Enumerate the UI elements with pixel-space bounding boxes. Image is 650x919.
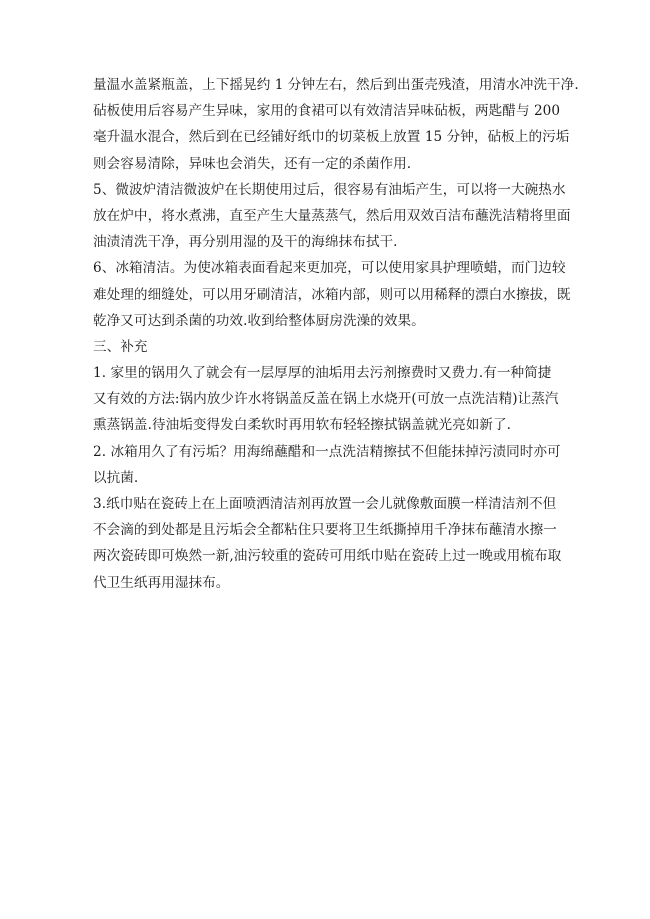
text-line: 3.纸巾贴在瓷砖上在上面喷洒清洁剂再放置一会儿就像敷面膜一样清洁剂不但 <box>93 496 557 512</box>
text-line: 则会容易清除，异味也会消失，还有一定的杀菌作用. <box>93 155 412 172</box>
text-line: 以抗菌. <box>93 469 139 486</box>
section-heading: 三、补充 <box>93 338 148 355</box>
text-line: 熏蒸锅盖.待油垢变得发白柔软时再用软布轻轻擦拭锅盖就光亮如新了. <box>93 417 512 434</box>
text-line: 又有效的方法:锅内放少许水将锅盖反盖在锅上水烧开(可放一点洗洁精)让蒸汽 <box>93 391 559 408</box>
text-line: 乾净又可达到杀菌的功效.收到给整体厨房洗澡的效果。 <box>93 312 425 329</box>
document-body <box>93 72 579 596</box>
text-line: 1. 家里的锅用久了就会有一层厚厚的油垢用去污剂擦费时又费力.有一种简捷 <box>93 365 552 382</box>
text-line: 放在炉中，将水煮沸，直至产生大量蒸蒸气，然后用双效百洁布蘸洗洁精将里面 <box>93 207 571 224</box>
text-line: 毫升温水混合，然后到在已经铺好纸巾的切菜板上放置 15 分钟，砧板上的污垢 <box>93 129 570 146</box>
text-line: 5、微波炉清洁微波炉在长期使用过后，很容易有油垢产生，可以将一大碗热水 <box>93 181 566 198</box>
text-line: 代卫生纸再用湿抹布。 <box>93 574 230 591</box>
text-line: 量温水盖紧瓶盖，上下摇晃约 1 分钟左右，然后到出蛋壳残渣，用清水冲洗干净. <box>93 77 579 93</box>
text-line: 两次瓷砖即可焕然一新,油污较重的瓷砖可用纸巾贴在瓷砖上过一晚或用梳布取 <box>93 548 562 565</box>
text-line: 不会滴的到处都是且污垢会全都粘住只要将卫生纸撕掉用千净抹布蘸清水擦一 <box>93 522 557 539</box>
text-line: 油渍清洗干净，再分别用湿的及干的海绵抹布拭干. <box>93 234 398 251</box>
text-line: 难处理的细缝处，可以用牙刷清洁，冰箱内部，则可以用稀释的漂白水擦拔，既 <box>93 286 571 303</box>
text-line: 2. 冰箱用久了有污垢？用海绵蘸醋和一点洗洁精擦拭不但能抹掉污渍同时亦可 <box>93 443 561 460</box>
text-line: 6、冰箱清洁。为使冰箱表面看起来更加亮，可以使用家具护理喷蜡，而门边较 <box>93 260 566 277</box>
text-line: 砧板使用后容易产生异味，家用的食裙可以有效清洁异味砧板，两匙醋与 200 <box>93 103 561 120</box>
